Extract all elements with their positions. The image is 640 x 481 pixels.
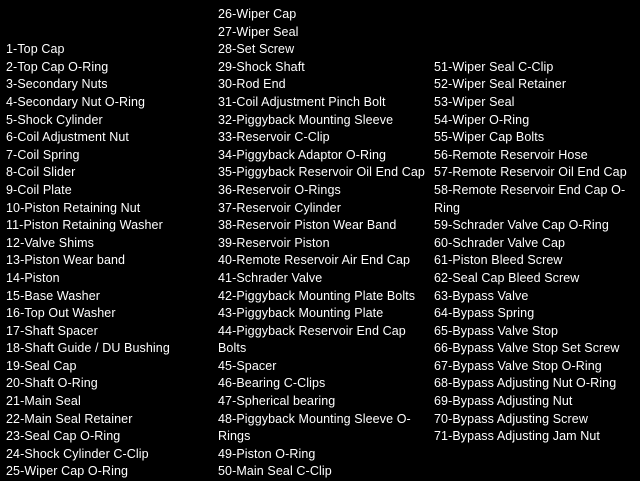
part-list-item: 39-Reservoir Piston [218,235,330,250]
part-list-item: 2-Top Cap O-Ring [6,59,109,74]
part-list-item: 6-Coil Adjustment Nut [6,130,129,145]
part-list-item: 64-Bypass Spring [434,306,535,321]
part-list-item: 8-Coil Slider [6,165,76,180]
part-list-item: 42-Piggyback Mounting Plate Bolts [218,288,416,303]
part-list-item: 20-Shaft O-Ring [6,376,98,391]
part-list-item: 10-Piston Retaining Nut [6,200,141,215]
part-list-item: 33-Reservoir C-Clip [218,130,330,145]
parts-list-left [6,6,218,481]
part-list-item: 67-Bypass Valve Stop O-Ring [434,358,602,373]
parts-column-left [6,0,218,481]
part-list-item: 55-Wiper Cap Bolts [434,130,545,145]
part-list-item: 47-Spherical bearing [218,394,336,409]
part-list-item: 40-Remote Reservoir Air End Cap [218,253,411,268]
part-list-item: 49-Piston O-Ring [218,446,316,461]
part-list-item: 58-Remote Reservoir End Cap O-Ring [434,182,626,215]
part-list-item: 51-Wiper Seal C-Clip [434,59,554,74]
part-list-item: 34-Piggyback Adaptor O-Ring [218,147,387,162]
part-list-item: 52-Wiper Seal Retainer [434,77,567,92]
list-spacer [434,6,638,24]
part-list-item: 53-Wiper Seal [434,94,515,109]
part-list-item: 71-Bypass Adjusting Jam Nut [434,429,600,444]
list-spacer [6,6,218,24]
part-list-item: 43-Piggyback Mounting Plate [218,306,384,321]
part-list-item: 48-Piggyback Mounting Sleeve O-Rings [218,411,411,444]
part-list-item: 56-Remote Reservoir Hose [434,147,588,162]
part-list-item: 35-Piggyback Reservoir Oil End Cap [218,165,425,180]
part-list-item: 59-Schrader Valve Cap O-Ring [434,218,609,233]
part-list-item: 23-Seal Cap O-Ring [6,429,121,444]
part-list-item: 12-Valve Shims [6,235,95,250]
part-list-item: 31-Coil Adjustment Pinch Bolt [218,94,386,109]
part-list-item: 50-Main Seal C-Clip [218,464,332,479]
part-list-item: 26-Wiper Cap [218,7,297,21]
part-list-item: 22-Main Seal Retainer [6,411,133,426]
part-list-item: 41-Schrader Valve [218,270,323,285]
part-list-item: 36-Reservoir O-Rings [218,182,341,197]
part-list-item: 25-Wiper Cap O-Ring [6,464,129,479]
part-list-item: 62-Seal Cap Bleed Screw [434,270,580,285]
part-list-item: 70-Bypass Adjusting Screw [434,411,588,426]
part-list-item: 21-Main Seal [6,394,81,409]
part-list-item: 68-Bypass Adjusting Nut O-Ring [434,376,617,391]
part-list-item: 69-Bypass Adjusting Nut [434,394,573,409]
part-list-item: 29-Shock Shaft [218,59,305,74]
part-list-item: 66-Bypass Valve Stop Set Screw [434,341,620,356]
part-list-item: 24-Shock Cylinder C-Clip [6,446,149,461]
part-list-item: 63-Bypass Valve [434,288,529,303]
part-list-item: 60-Schrader Valve Cap [434,235,566,250]
part-list-item: 14-Piston [6,270,60,285]
part-list-item: 32-Piggyback Mounting Sleeve [218,112,394,127]
part-list-item: 7-Coil Spring [6,147,80,162]
part-list-item: 3-Secondary Nuts [6,77,108,92]
part-list-item: 44-Piggyback Reservoir End Cap Bolts [218,323,406,356]
part-list-item: 57-Remote Reservoir Oil End Cap [434,165,627,180]
parts-column-middle [218,0,434,481]
part-list-item: 4-Secondary Nut O-Ring [6,94,146,109]
part-list-item: 65-Bypass Valve Stop [434,323,559,338]
part-list-item: 1-Top Cap [6,42,65,57]
part-list-item: 11-Piston Retaining Washer [6,218,163,233]
part-list-item: 16-Top Out Washer [6,306,116,321]
part-list-item: 5-Shock Cylinder [6,112,103,127]
list-spacer [434,24,638,42]
part-list-item: 37-Reservoir Cylinder [218,200,341,215]
part-list-item: 9-Coil Plate [6,182,72,197]
part-list-item: 28-Set Screw [218,42,295,57]
part-list-item: 15-Base Washer [6,288,101,303]
part-list-item: 19-Seal Cap [6,358,77,373]
parts-list-middle [218,6,434,481]
part-list-item: 13-Piston Wear band [6,253,126,268]
parts-column-right [434,0,638,446]
part-list-item: 45-Spacer [218,358,277,373]
part-list-item: 17-Shaft Spacer [6,323,98,338]
part-list-item: 27-Wiper Seal [218,24,299,39]
parts-list-right [434,6,638,446]
list-spacer [6,24,218,42]
part-list-item: 54-Wiper O-Ring [434,112,530,127]
part-list-item: 46-Bearing C-Clips [218,376,326,391]
part-list-item: 61-Piston Bleed Screw [434,253,563,268]
list-spacer [434,41,638,59]
part-list-item: 38-Reservoir Piston Wear Band [218,218,397,233]
part-list-item: 30-Rod End [218,77,286,92]
part-list-item: 18-Shaft Guide / DU Bushing [6,341,170,356]
